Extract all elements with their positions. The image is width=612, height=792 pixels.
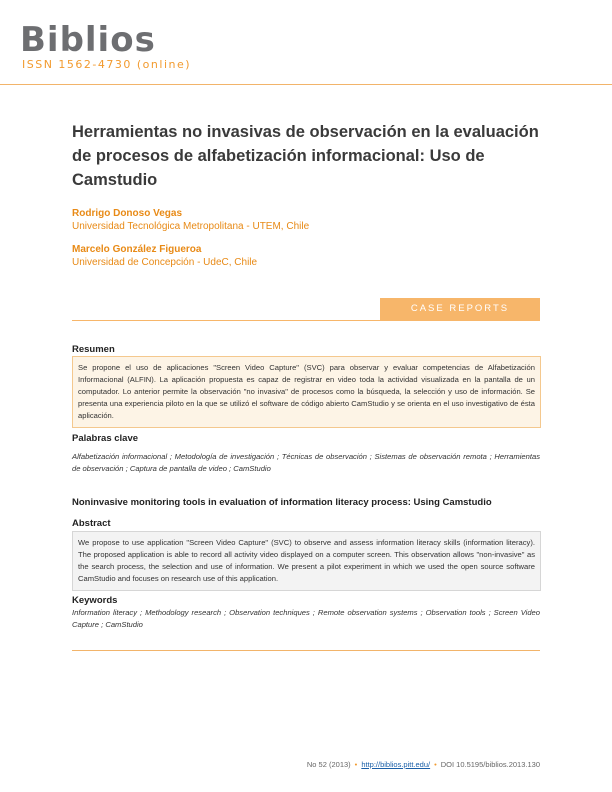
issue-number: No 52 (2013)	[306, 760, 351, 769]
author-affiliation: Universidad Tecnológica Metropolitana - UTEM, Chile	[72, 221, 310, 232]
header-divider	[0, 84, 612, 85]
doi-label: DOI 10.5195/biblios.2013.130	[440, 760, 540, 769]
author-name: Marcelo González Figueroa	[72, 244, 202, 255]
keywords-text: Information literacy ; Methodology research ; Observation techniques ; Remote observation systems ; Observation tools ; Screen Video Capture ; CamStudio	[72, 608, 540, 629]
resumen-text: Se propone el uso de aplicaciones "Screen Video Capture" (SVC) para observar y evaluar competencias de Alfabetización Informacional (ALFIN). La aplicación propuesta es capaz de registrar en video toda la actividad visualizada en la pantalla de un computador. Lo anterior permite la observación "no invasiva" de procesos como la búsqueda, la selección y uso de información. Se presenta una experiencia piloto en la que se utilizó el software de código abierto CamStudio y se orienta en el uso investigativo de ésta aplicación.	[78, 363, 535, 420]
journal-logo: Biblios	[20, 20, 156, 60]
palabras-clave-text: Alfabetización informacional ; Metodología de investigación ; Técnicas de observación ; Sistemas de observación remota ; Herramientas de observación ; Captura de pantalla de video ; CamStudio	[72, 452, 540, 473]
abstract-heading: Abstract	[72, 518, 111, 529]
resumen-heading: Resumen	[72, 344, 115, 355]
page-footer	[290, 760, 540, 769]
abstract-text: We propose to use application "Screen Video Capture" (SVC) to observe and assess information literacy skills (information literacy). The proposed application is able to record all activity video displayed on a computer screen. This observation allows "non-invasive" as the search process, the selection and use of information. We present a pilot experiment in which we used the open source software CamStudio and focuses on research use of this application.	[78, 538, 535, 583]
bullet-icon: •	[434, 760, 437, 769]
author-block-2	[72, 244, 257, 268]
article-title: Herramientas no invasivas de observación en la evaluación de procesos de alfabetización informacional: Uso de Camstudio	[72, 123, 539, 189]
abstract-box	[72, 531, 541, 591]
author-block-1	[72, 208, 309, 232]
issn-label: ISSN 1562-4730 (online)	[22, 58, 192, 71]
author-affiliation: Universidad de Concepción - UdeC, Chile	[72, 257, 258, 268]
footer-divider	[72, 650, 540, 651]
section-badge: CASE REPORTS	[380, 298, 540, 320]
keywords-heading: Keywords	[72, 595, 118, 606]
english-title: Noninvasive monitoring tools in evaluation of information literacy process: Using Camstudio	[72, 497, 492, 508]
author-name: Rodrigo Donoso Vegas	[72, 208, 183, 219]
section-divider	[72, 320, 540, 321]
palabras-clave-heading: Palabras clave	[72, 433, 139, 444]
journal-link[interactable]: http://biblios.pitt.edu/	[361, 760, 431, 769]
bullet-icon: •	[354, 760, 358, 769]
resumen-box	[72, 356, 541, 428]
